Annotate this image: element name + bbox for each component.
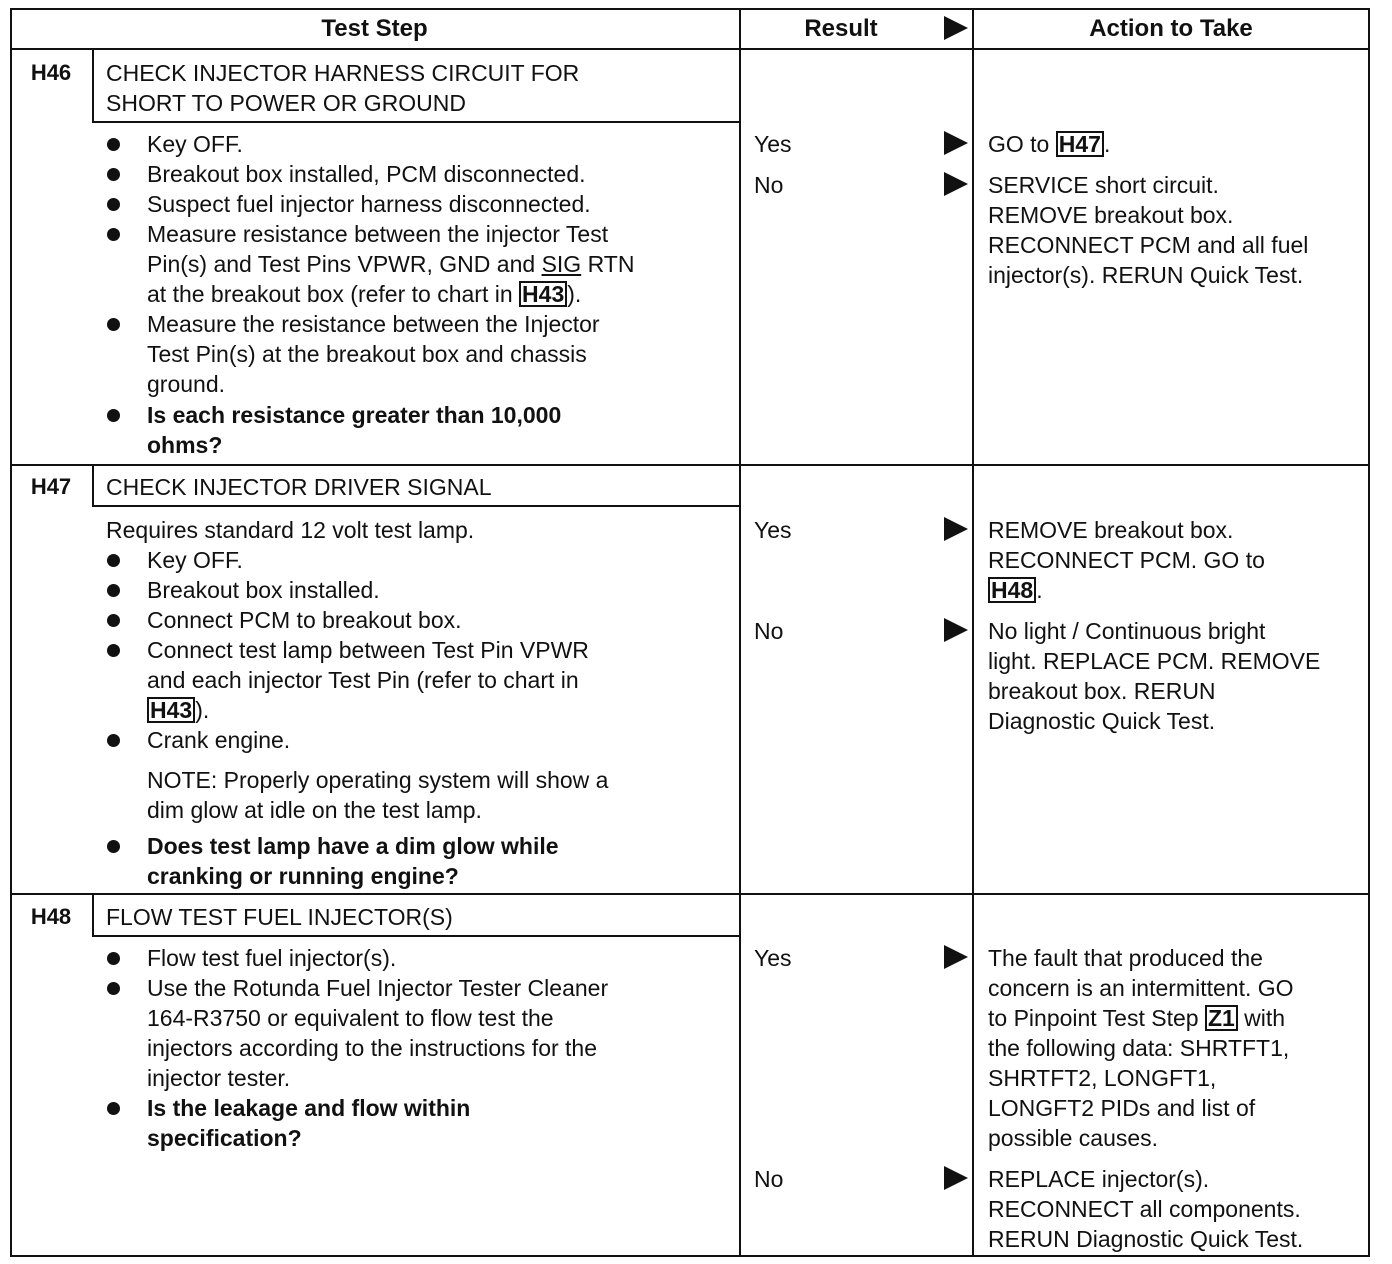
table-border-top [10,8,1370,10]
h47-action-yes-line1: REMOVE breakout box. [988,517,1234,543]
h47-bullet-1: Key OFF. [147,547,243,573]
h48-action-yes-line1: The fault that produced the [988,945,1263,971]
arrow-icon [944,1166,968,1190]
h47-action-no-line4: Diagnostic Quick Test. [988,708,1216,734]
h48-action-yes-line3: to Pinpoint Test Step Z1 with [988,1005,1286,1031]
h48-result-yes: Yes [754,945,792,971]
h48-bullet-1: Flow test fuel injector(s). [147,945,397,971]
h47-question-line2: cranking or running engine? [147,863,459,889]
h47-action-no-line2: light. REPLACE PCM. REMOVE [988,648,1321,674]
bullet-icon [107,409,120,422]
bullet-icon [107,1102,120,1115]
h48-question-line2: specification? [147,1125,302,1151]
h48-action-yes-line6: LONGFT2 PIDs and list of [988,1095,1256,1121]
bullet-icon [107,734,120,747]
table-border-bottom [10,1255,1370,1257]
step-ref-h43: H43 [147,697,195,723]
step-ref-h43: H43 [519,281,567,307]
h46-action-no-line4: injector(s). RERUN Quick Test. [988,262,1304,288]
row-divider-h47 [10,464,1370,466]
h47-note-line2: dim glow at idle on the test lamp. [147,797,482,823]
h46-bullet-1: Key OFF. [147,131,243,157]
h47-bullet-2: Breakout box installed. [147,577,380,603]
header-arrow-icon [944,16,968,40]
h47-result-yes: Yes [754,517,792,543]
h46-bullet-3: Suspect fuel injector harness disconnected. [147,191,591,217]
step-title-rule-h48 [92,935,741,937]
bullet-icon [107,584,120,597]
step-ref-h48: H48 [988,577,1036,603]
h47-bullet-4-line2: and each injector Test Pin (refer to chart in [147,667,579,693]
step-title-h47: CHECK INJECTOR DRIVER SIGNAL [106,474,492,500]
bullet-icon [107,644,120,657]
h48-bullet-2-line2: 164-R3750 or equivalent to flow test the [147,1005,554,1031]
bullet-icon [107,840,120,853]
h47-bullet-4-line3: H43 ). [147,695,209,725]
h48-action-no-line2: RECONNECT all components. [988,1196,1301,1222]
arrow-icon [944,131,968,155]
h46-bullet-4-line1: Measure resistance between the injector Test [147,221,609,247]
h48-bullet-2-line4: injector tester. [147,1065,291,1091]
step-title-h46-line1: CHECK INJECTOR HARNESS CIRCUIT FOR [106,60,580,86]
step-title-rule-h46 [92,121,741,123]
h46-action-no-line3: RECONNECT PCM and all fuel [988,232,1309,258]
bullet-icon [107,168,120,181]
h46-question-line1: Is each resistance greater than 10,000 [147,402,562,428]
h46-action-no-line1: SERVICE short circuit. [988,172,1219,198]
h48-action-yes-line2: concern is an intermittent. GO [988,975,1294,1001]
h46-result-yes: Yes [754,131,792,157]
bullet-icon [107,198,120,211]
h47-intro: Requires standard 12 volt test lamp. [106,517,475,543]
arrow-icon [944,945,968,969]
h47-action-yes-line3: H48 . [988,575,1043,605]
step-ref-z1: Z1 [1205,1005,1238,1031]
h46-question-line2: ohms? [147,432,223,458]
column-divider-action [972,8,974,1257]
header-result: Result [804,15,878,42]
row-divider-h48 [10,893,1370,895]
diagnostic-table [10,8,1370,1257]
column-divider-result [739,8,741,1257]
bullet-icon [107,982,120,995]
step-id-h48: H48 [30,904,72,929]
arrow-icon [944,517,968,541]
h46-bullet-4-line2: Pin(s) and Test Pins VPWR, GND and SIG RTN [147,251,635,277]
table-border-right [1368,8,1370,1257]
header-test-step: Test Step [321,15,428,42]
step-title-h48: FLOW TEST FUEL INJECTOR(S) [106,904,453,930]
step-id-h46: H46 [30,60,72,85]
h48-action-no-line1: REPLACE injector(s). [988,1166,1210,1192]
h48-action-no-line3: RERUN Diagnostic Quick Test. [988,1226,1304,1252]
h47-note-line1: NOTE: Properly operating system will show a [147,767,609,793]
h48-bullet-2-line1: Use the Rotunda Fuel Injector Tester Cleaner [147,975,609,1001]
h48-action-yes-line4: the following data: SHRTFT1, [988,1035,1290,1061]
h46-bullet-5-line2: Test Pin(s) at the breakout box and chassis [147,341,587,367]
step-title-h46-line2: SHORT TO POWER OR GROUND [106,90,466,116]
h47-bullet-5: Crank engine. [147,727,291,753]
step-id-divider-h46 [92,48,94,122]
bullet-icon [107,228,120,241]
h46-bullet-4-line3: at the breakout box (refer to chart in H43 ). [147,281,582,307]
h47-bullet-3: Connect PCM to breakout box. [147,607,462,633]
h47-action-no-line3: breakout box. RERUN [988,678,1216,704]
h48-action-yes-line5: SHRTFT2, LONGFT1, [988,1065,1217,1091]
bullet-icon [107,554,120,567]
h48-action-yes-line7: possible causes. [988,1125,1159,1151]
h46-bullet-2: Breakout box installed, PCM disconnected. [147,161,586,187]
table-border-left [10,8,12,1257]
h47-question-line1: Does test lamp have a dim glow while [147,833,559,859]
arrow-icon [944,172,968,196]
h46-action-no-line2: REMOVE breakout box. [988,202,1234,228]
step-ref-h47: H47 [1056,131,1104,157]
bullet-icon [107,138,120,151]
arrow-icon [944,618,968,642]
h46-result-no: No [754,172,784,198]
step-id-divider-h47 [92,464,94,506]
h47-action-no-line1: No light / Continuous bright [988,618,1266,644]
h46-action-yes: GO to H47 . [988,131,1111,157]
h46-bullet-5-line3: ground. [147,371,226,397]
h47-bullet-4-line1: Connect test lamp between Test Pin VPWR [147,637,589,663]
h47-action-yes-line2: RECONNECT PCM. GO to [988,547,1265,573]
h48-question-line1: Is the leakage and flow within [147,1095,471,1121]
h48-result-no: No [754,1166,784,1192]
h48-bullet-2-line3: injectors according to the instructions for the [147,1035,598,1061]
bullet-icon [107,952,120,965]
bullet-icon [107,318,120,331]
step-title-rule-h47 [92,505,741,507]
bullet-icon [107,614,120,627]
header-action: Action to Take [1089,15,1253,42]
h47-result-no: No [754,618,784,644]
header-rule [10,48,1370,50]
step-id-divider-h48 [92,893,94,937]
h46-bullet-5-line1: Measure the resistance between the Injector [147,311,600,337]
step-id-h47: H47 [30,474,72,499]
